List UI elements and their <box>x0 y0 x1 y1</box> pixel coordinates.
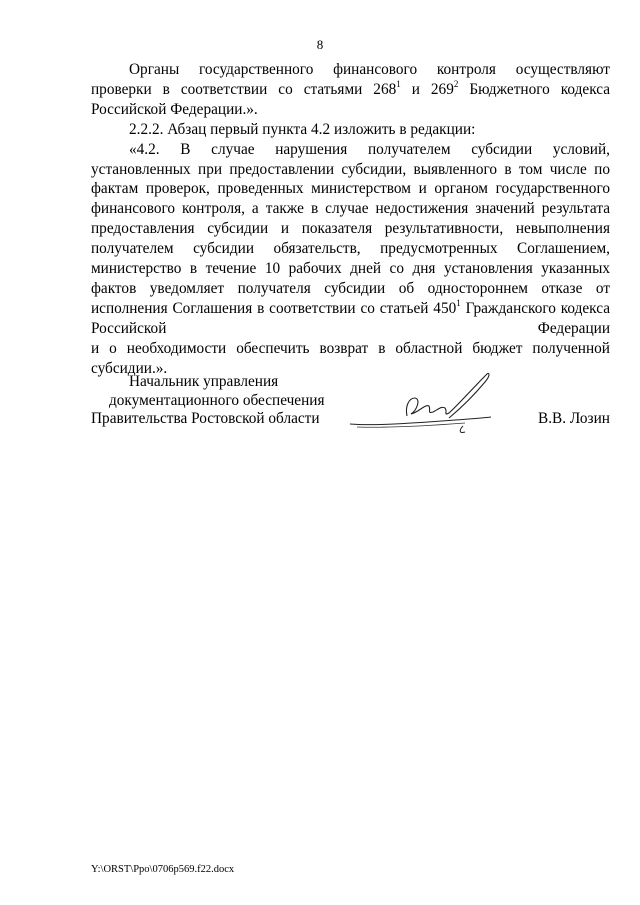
document-body <box>91 60 610 379</box>
p3-text-a: «4.2. В случае нарушения получателем субсидии условий, установленных при предоставлении субсидии, выявленного в том числе по фактам проверок, проведенных министерством и органом государственного финансового контроля, а также в случае недостижения значений результата предоставления субсидии и показателя результативности, невыполнения получателем субсидии обязательств, предусмотренных Соглашением, министерство в течение 10 рабочих дней со дня установления указанных фактов уведомляет получателя субсидии об одностороннем отказе от исполнения Соглашения в соответствии со статьей 450 <box>91 140 610 317</box>
signatory-title-line-2: документационного обеспечения <box>109 391 325 409</box>
p3-superscript: 1 <box>456 297 461 308</box>
p1-text-b: и 269 <box>400 80 454 98</box>
paragraph-clause-4-2 <box>91 140 610 339</box>
p1-text-c: Бюджетного кодекса Российской Федерации.». <box>91 80 611 118</box>
p1-superscript-1: 1 <box>396 78 401 89</box>
paragraph-clause-4-2-end: и о необходимости обеспечить возврат в областной бюджет полученной субсидии.». <box>91 339 610 377</box>
signatory-name: В.В. Лозин <box>538 410 610 427</box>
page-number: 8 <box>316 37 324 52</box>
signatory-title-line-3: Правительства Ростовской области <box>91 410 320 427</box>
file-path-footer: Y:\ORST\Ppo\0706p569.f22.docx <box>91 864 235 875</box>
paragraph-amendment-heading: 2.2.2. Абзац первый пункта 4.2 изложить в редакции: <box>129 120 476 138</box>
signatory-title <box>91 373 325 429</box>
p1-text-a: Органы государственного финансового контроля осуществляют проверки в соответствии со статьями 268 <box>91 61 610 98</box>
p3-text-b: Гражданского кодекса Российской Федерации <box>91 299 610 337</box>
signatory-title-line-1: Начальник управления <box>129 373 279 390</box>
handwritten-signature <box>345 366 495 438</box>
p1-superscript-2: 2 <box>453 78 459 89</box>
paragraph-audit-bodies <box>91 60 610 120</box>
